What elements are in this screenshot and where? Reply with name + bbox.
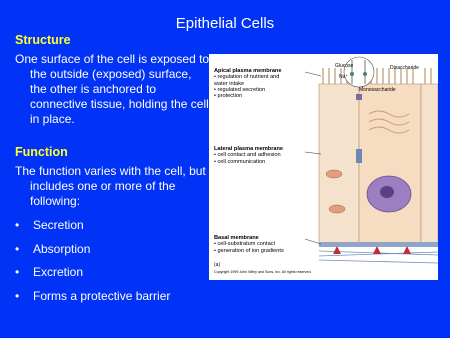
list-item: • Forms a protective barrier	[15, 289, 210, 304]
list-item: • Absorption	[15, 242, 210, 257]
function-text: The function varies with the cell, but includes one or more of the following:	[15, 164, 206, 208]
apical-membrane-label	[214, 68, 281, 99]
function-heading: Function	[15, 145, 68, 159]
list-item: • Excretion	[15, 265, 210, 280]
basal-membrane-label	[214, 235, 284, 254]
sodium-label: Na⁺	[339, 74, 349, 80]
structure-text: One surface of the cell is exposed to the outside (exposed) surface, the other is anchored to connective tissue, holding the cell in place.	[15, 52, 210, 126]
lateral-item: • cell communication	[214, 158, 266, 165]
basal-heading: Basal membrane	[214, 235, 259, 241]
basal-item: • generation of ion gradients	[214, 247, 284, 254]
apical-item: • regulation of nutrient and	[214, 74, 280, 81]
function-list	[15, 218, 210, 304]
apical-item: • protection	[214, 93, 243, 100]
apical-item: water intake	[214, 80, 245, 87]
lateral-membrane-label	[214, 146, 283, 165]
list-item: • Secretion	[15, 218, 210, 233]
epithelial-cell-diagram	[209, 54, 438, 280]
lateral-heading: Lateral plasma membrane	[214, 146, 284, 152]
monosaccharide-label: Monosaccharide	[359, 87, 396, 93]
basal-item: • cell-substratum contact	[214, 241, 276, 248]
apical-heading: Apical plasma membrane	[214, 68, 282, 74]
lateral-item: • cell contact and adhesion	[214, 152, 281, 159]
slide-title: Epithelial Cells	[175, 15, 275, 32]
structure-heading: Structure	[15, 33, 71, 47]
text-column	[15, 33, 210, 312]
copyright-text: Copyright 1999 John Wiley and Sons, Inc. All rights reserved.	[214, 270, 312, 274]
apical-item: • regulated secretion	[214, 86, 266, 93]
disaccharide-label: Disaccharide	[390, 65, 419, 71]
glucose-label: Glucose	[335, 63, 354, 69]
panel-label: (a)	[214, 262, 221, 268]
